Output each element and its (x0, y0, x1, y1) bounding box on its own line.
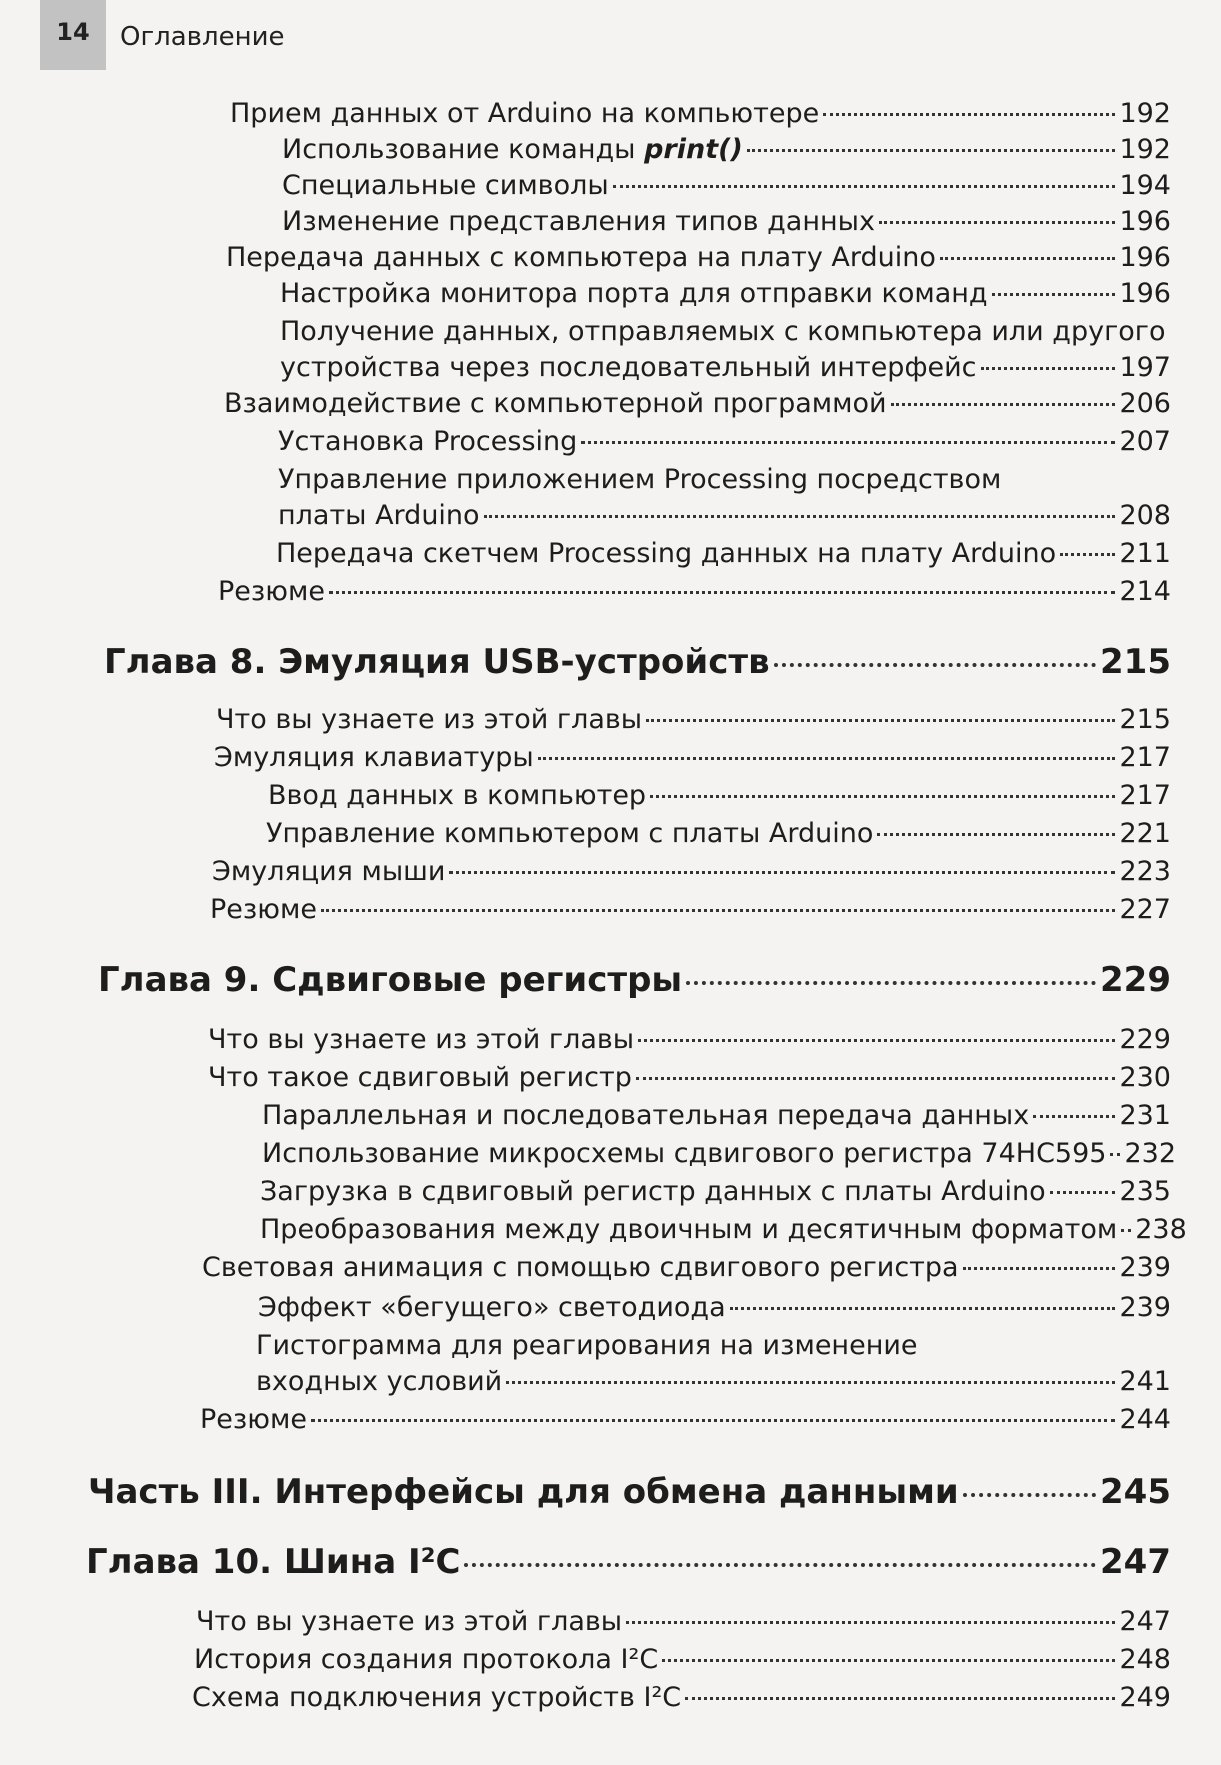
toc-entry: Резюме 214 (218, 576, 1171, 607)
toc-entry: входных условий 241 (256, 1366, 1171, 1397)
toc-entry: Изменение представления типов данных 196 (282, 206, 1171, 237)
toc-entry: Передача скетчем Processing данных на плату Arduino 211 (276, 538, 1171, 569)
toc-entry: Что такое сдвиговый регистр 230 (208, 1062, 1171, 1093)
toc-entry: Резюме 244 (200, 1404, 1171, 1435)
toc-entry: Что вы узнаете из этой главы 215 (216, 704, 1171, 735)
toc-entry: Резюме 227 (210, 894, 1171, 925)
toc-entry: Ввод данных в компьютер 217 (268, 780, 1171, 811)
toc-entry: устройства через последовательный интерфейс 197 (280, 352, 1171, 383)
toc-entry: Передача данных с компьютера на плату Arduino 196 (226, 242, 1171, 273)
toc-entry: История создания протокола I²C 248 (194, 1644, 1171, 1675)
toc-entry: Использование команды print() 192 (282, 134, 1171, 165)
toc-entry: Световая анимация с помощью сдвигового регистра 239 (202, 1252, 1171, 1283)
toc-entry-line1: Гистограмма для реагирования на изменение (256, 1330, 918, 1361)
toc-entry: Настройка монитора порта для отправки команд 196 (280, 278, 1171, 309)
toc-entry: Эмуляция клавиатуры 217 (214, 742, 1171, 773)
toc-chapter-heading: Глава 10. Шина I²C 247 (86, 1542, 1171, 1582)
toc-entry: Преобразования между двоичным и десятичным форматом 238 (260, 1214, 1187, 1245)
toc-entry: платы Arduino 208 (278, 500, 1171, 531)
toc-part-heading: Часть III. Интерфейсы для обмена данными 245 (88, 1472, 1171, 1512)
toc-entry: Схема подключения устройств I²C 249 (192, 1682, 1171, 1713)
toc-chapter-heading: Глава 9. Сдвиговые регистры 229 (98, 960, 1171, 1000)
toc-chapter-heading: Глава 8. Эмуляция USB-устройств 215 (104, 642, 1171, 682)
toc-entry: Эффект «бегущего» светодиода 239 (258, 1292, 1171, 1323)
page-number: 14 (56, 18, 90, 46)
toc-entry: Использование микросхемы сдвигового регистра 74HC595 232 (262, 1138, 1177, 1169)
toc-entry: Параллельная и последовательная передача данных 231 (262, 1100, 1171, 1131)
toc-entry: Специальные символы 194 (282, 170, 1171, 201)
toc-entry: Управление компьютером с платы Arduino 221 (266, 818, 1171, 849)
toc-entry: Что вы узнаете из этой главы 247 (196, 1606, 1171, 1637)
toc-entry: Взаимодействие с компьютерной программой 206 (224, 388, 1171, 419)
page-header (0, 0, 1221, 72)
toc-entry-line1: Получение данных, отправляемых с компьютера или другого (280, 316, 1166, 347)
toc-entry: Загрузка в сдвиговый регистр данных с платы Arduino 235 (260, 1176, 1171, 1207)
toc-entry: Установка Processing 207 (278, 426, 1171, 457)
toc-entry-line1: Управление приложением Processing посредством (278, 464, 1002, 495)
running-head: Оглавление (120, 22, 285, 52)
toc-entry: Прием данных от Arduino на компьютере 192 (230, 98, 1171, 129)
toc-entry: Эмуляция мыши 223 (212, 856, 1171, 887)
toc-entry: Что вы узнаете из этой главы 229 (208, 1024, 1171, 1055)
